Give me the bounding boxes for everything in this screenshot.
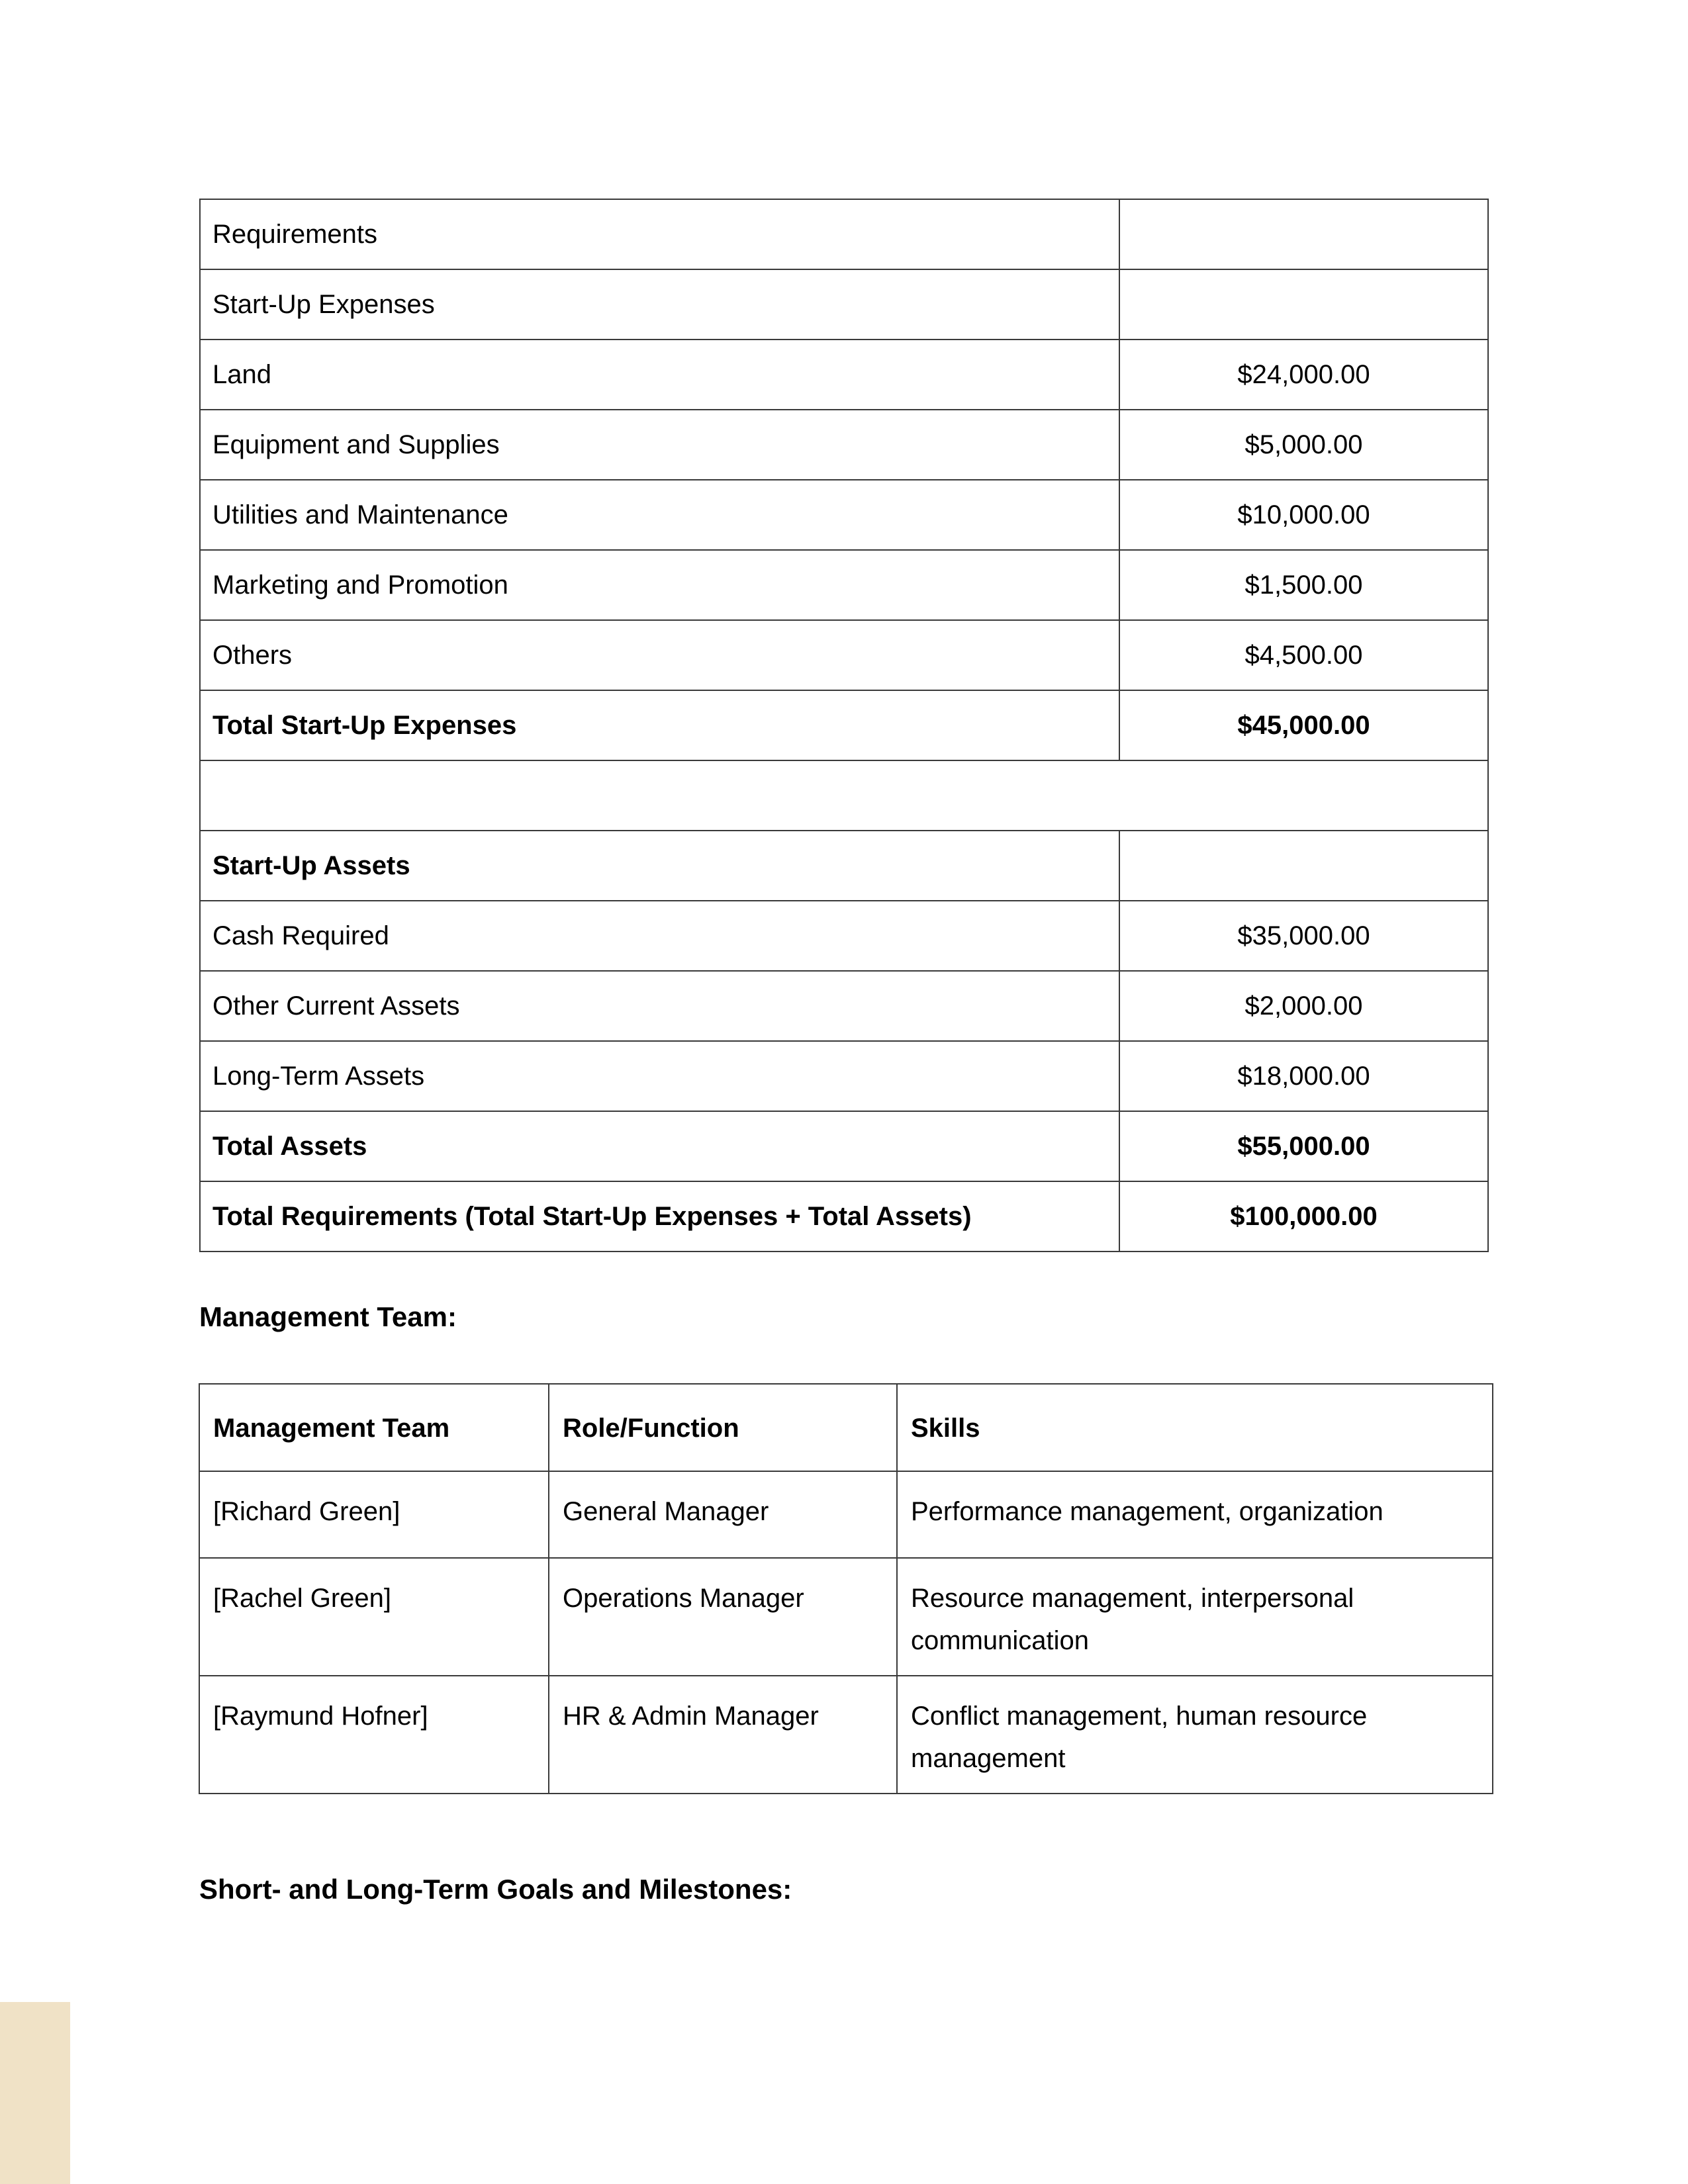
row-label: Cash Required bbox=[200, 901, 1119, 971]
table-row bbox=[200, 199, 1488, 269]
member-skills: Resource management, interpersonal communication bbox=[897, 1558, 1493, 1676]
table-row-section bbox=[200, 831, 1488, 901]
member-skills: Performance management, organization bbox=[897, 1471, 1493, 1558]
row-label: Land bbox=[200, 340, 1119, 410]
total-assets-value: $55,000.00 bbox=[1119, 1111, 1488, 1181]
row-value bbox=[1119, 269, 1488, 340]
table-row bbox=[200, 971, 1488, 1041]
row-value: $5,000.00 bbox=[1119, 410, 1488, 480]
table-row bbox=[200, 620, 1488, 690]
table-row bbox=[200, 340, 1488, 410]
total-requirements-label: Total Requirements (Total Start-Up Expenses + Total Assets) bbox=[200, 1181, 1119, 1251]
management-team-heading: Management Team: bbox=[199, 1301, 457, 1332]
column-header: Skills bbox=[897, 1384, 1493, 1471]
member-role: HR & Admin Manager bbox=[549, 1676, 897, 1794]
row-value: $35,000.00 bbox=[1119, 901, 1488, 971]
member-skills: Conflict management, human resource management bbox=[897, 1676, 1493, 1794]
row-label: Utilities and Maintenance bbox=[200, 480, 1119, 550]
table-row-total bbox=[200, 690, 1488, 760]
table-row-total bbox=[200, 1181, 1488, 1251]
row-label: Long-Term Assets bbox=[200, 1041, 1119, 1111]
table-row bbox=[200, 1041, 1488, 1111]
table-row bbox=[200, 901, 1488, 971]
row-value: $10,000.00 bbox=[1119, 480, 1488, 550]
section-label: Start-Up Assets bbox=[200, 831, 1119, 901]
startup-requirements-table bbox=[199, 199, 1489, 1252]
member-role: Operations Manager bbox=[549, 1558, 897, 1676]
row-value bbox=[1119, 831, 1488, 901]
goals-milestones-heading: Short- and Long-Term Goals and Milestones: bbox=[199, 1874, 792, 1905]
management-team-table bbox=[199, 1383, 1493, 1794]
row-value: $18,000.00 bbox=[1119, 1041, 1488, 1111]
row-label: Other Current Assets bbox=[200, 971, 1119, 1041]
table-row bbox=[199, 1558, 1493, 1676]
member-role: General Manager bbox=[549, 1471, 897, 1558]
spacer-cell bbox=[200, 760, 1488, 831]
total-requirements-value: $100,000.00 bbox=[1119, 1181, 1488, 1251]
table-row bbox=[199, 1471, 1493, 1558]
row-value: $2,000.00 bbox=[1119, 971, 1488, 1041]
table-header-row bbox=[199, 1384, 1493, 1471]
member-name: [Raymund Hofner] bbox=[199, 1676, 549, 1794]
row-value: $1,500.00 bbox=[1119, 550, 1488, 620]
table-row bbox=[200, 480, 1488, 550]
total-expenses-label: Total Start-Up Expenses bbox=[200, 690, 1119, 760]
table-row bbox=[199, 1676, 1493, 1794]
column-header: Role/Function bbox=[549, 1384, 897, 1471]
table-row bbox=[200, 550, 1488, 620]
table-row bbox=[200, 410, 1488, 480]
column-header: Management Team bbox=[199, 1384, 549, 1471]
row-value bbox=[1119, 199, 1488, 269]
row-label: Start-Up Expenses bbox=[200, 269, 1119, 340]
row-value: $24,000.00 bbox=[1119, 340, 1488, 410]
total-assets-label: Total Assets bbox=[200, 1111, 1119, 1181]
table-spacer-row bbox=[200, 760, 1488, 831]
member-name: [Rachel Green] bbox=[199, 1558, 549, 1676]
corner-accent-block bbox=[0, 2002, 70, 2184]
row-label: Others bbox=[200, 620, 1119, 690]
table-row bbox=[200, 269, 1488, 340]
row-value: $4,500.00 bbox=[1119, 620, 1488, 690]
total-expenses-value: $45,000.00 bbox=[1119, 690, 1488, 760]
table-row-total bbox=[200, 1111, 1488, 1181]
row-label: Marketing and Promotion bbox=[200, 550, 1119, 620]
member-name: [Richard Green] bbox=[199, 1471, 549, 1558]
row-label: Equipment and Supplies bbox=[200, 410, 1119, 480]
row-label: Requirements bbox=[200, 199, 1119, 269]
